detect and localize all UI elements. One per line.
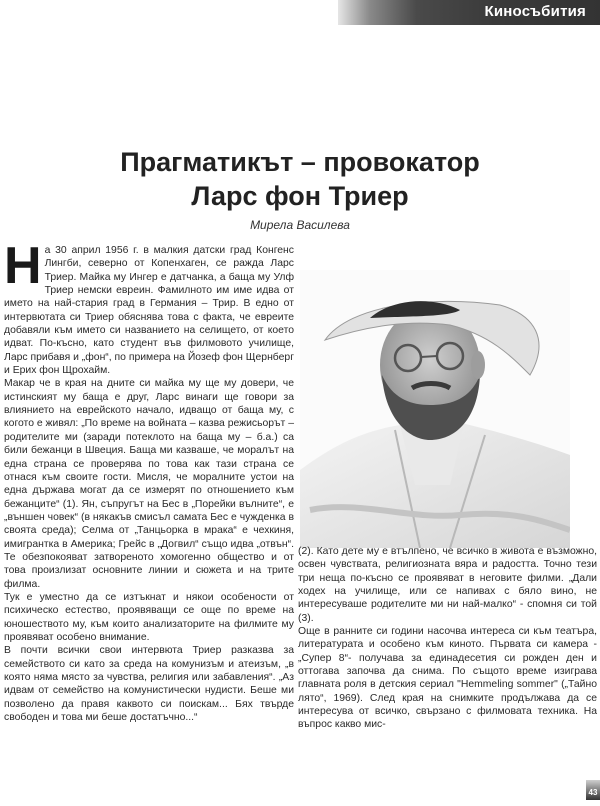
drop-cap: Н (4, 237, 42, 295)
paragraph: Още в ранните си години насочва интереса си към театъра, литературата и особено към киното. Първата си камера - „Супер 8“- получава за единадесетия си рожден ден и оттогава започва да снима. По същото време изиграва главната роля в детския сериал "Hemmeling sommer" („Тайно лято“, 1969). След края на снимките продължава да се интересува от всичко, свързано с филмовата техника. На въпрос какво мис- (298, 626, 597, 731)
portrait-photo (300, 270, 570, 548)
right-text-column (298, 545, 597, 732)
article-title (0, 145, 600, 213)
paragraph: (2). Като дете му е втълпено, че всичко в живота е възможно, освен чувствата, религиозната вяра и радостта. Точно тези три неща по-късно се проявяват в неговите филми. „Дали ходех на училище, или се напивах с бяло вино, не интересуваше родителите ми ни най-малко“ - спомня си той (3). (298, 546, 597, 624)
article-title-line-1: Прагматикът – провокатор (120, 147, 480, 177)
portrait-illustration (300, 270, 570, 548)
article-title-line-2: Ларс фон Триер (191, 181, 409, 211)
page-number: 43 (586, 780, 600, 800)
section-header-bar (338, 0, 600, 25)
article-author: Мирела Василева (250, 218, 350, 232)
paragraph: В почти всички свои интервюта Триер разказва за семейството си като за среда на комунизъм и атеизъм, „в която няма място за чувства, религия или забавления“. „Аз идвам от семейство на комунистически нудисти. Беше ми позволено да правя каквото си поискам... Бях твърде свободен и това ми беше достатъчно...“ (4, 645, 294, 724)
paragraph: Макар че в края на дните си майка му ще му довери, че истинският му баща е друг, Ларс винаги ще говори за влиянието на еврейското начало, идващо от баща му, с когото е живял: „По време на войната – казва режисьорът – родителите ми (заради потеклото на баща му – б.а.) са били бежанци в Швеция. Баща ми казваше, че моралът на една страна се проверява по това как тази страна се отнася към своите гости. Мисля, че моралните устои на една държава могат да се измерят по отношението към бежанците“ (1). Ян, съпругът на Бес в „Порейки вълните“, е „външен човек“ (в някакъв смисъл самата Бес е чужденка в своята среда); Селма от „Танцьорка в мрака“ е чехкиня, имигрантка в Америка; Грейс в „Догвил“ също идва „отвън“. Те обезпокояват затвореното хомогенно общество и от това произлизат основните линии и сюжета и на трите филма. (4, 378, 294, 590)
left-text-column (4, 237, 294, 724)
paragraph: На 30 април 1956 г. в малкия датски град Конгенс Лингби, северно от Копенхаген, се ражда Ларс Триер. Майка му Ингер е датчанка, а баща му Улф Триер немски евреин. Фамилното им име идва от името на най-стария град в Германия – Трир. В едно от интервютата си Триер обяснява това с факта, че евреите добавяли към името си названието на селището, от което идват. По-късно, като студент във филмовото училище, Ларс прибавя и „фон“, по примера на Йозеф фон Щернберг и Ерих фон Щрохайм. (4, 237, 294, 377)
section-label: Киносъбития (484, 3, 586, 20)
paragraph: Тук е уместно да се изтъкнат и някои особености от психическо естество, проявяващи се още по време на юношеството му, към които анализаторите на филмите му проявяват особено внимание. (4, 591, 294, 643)
